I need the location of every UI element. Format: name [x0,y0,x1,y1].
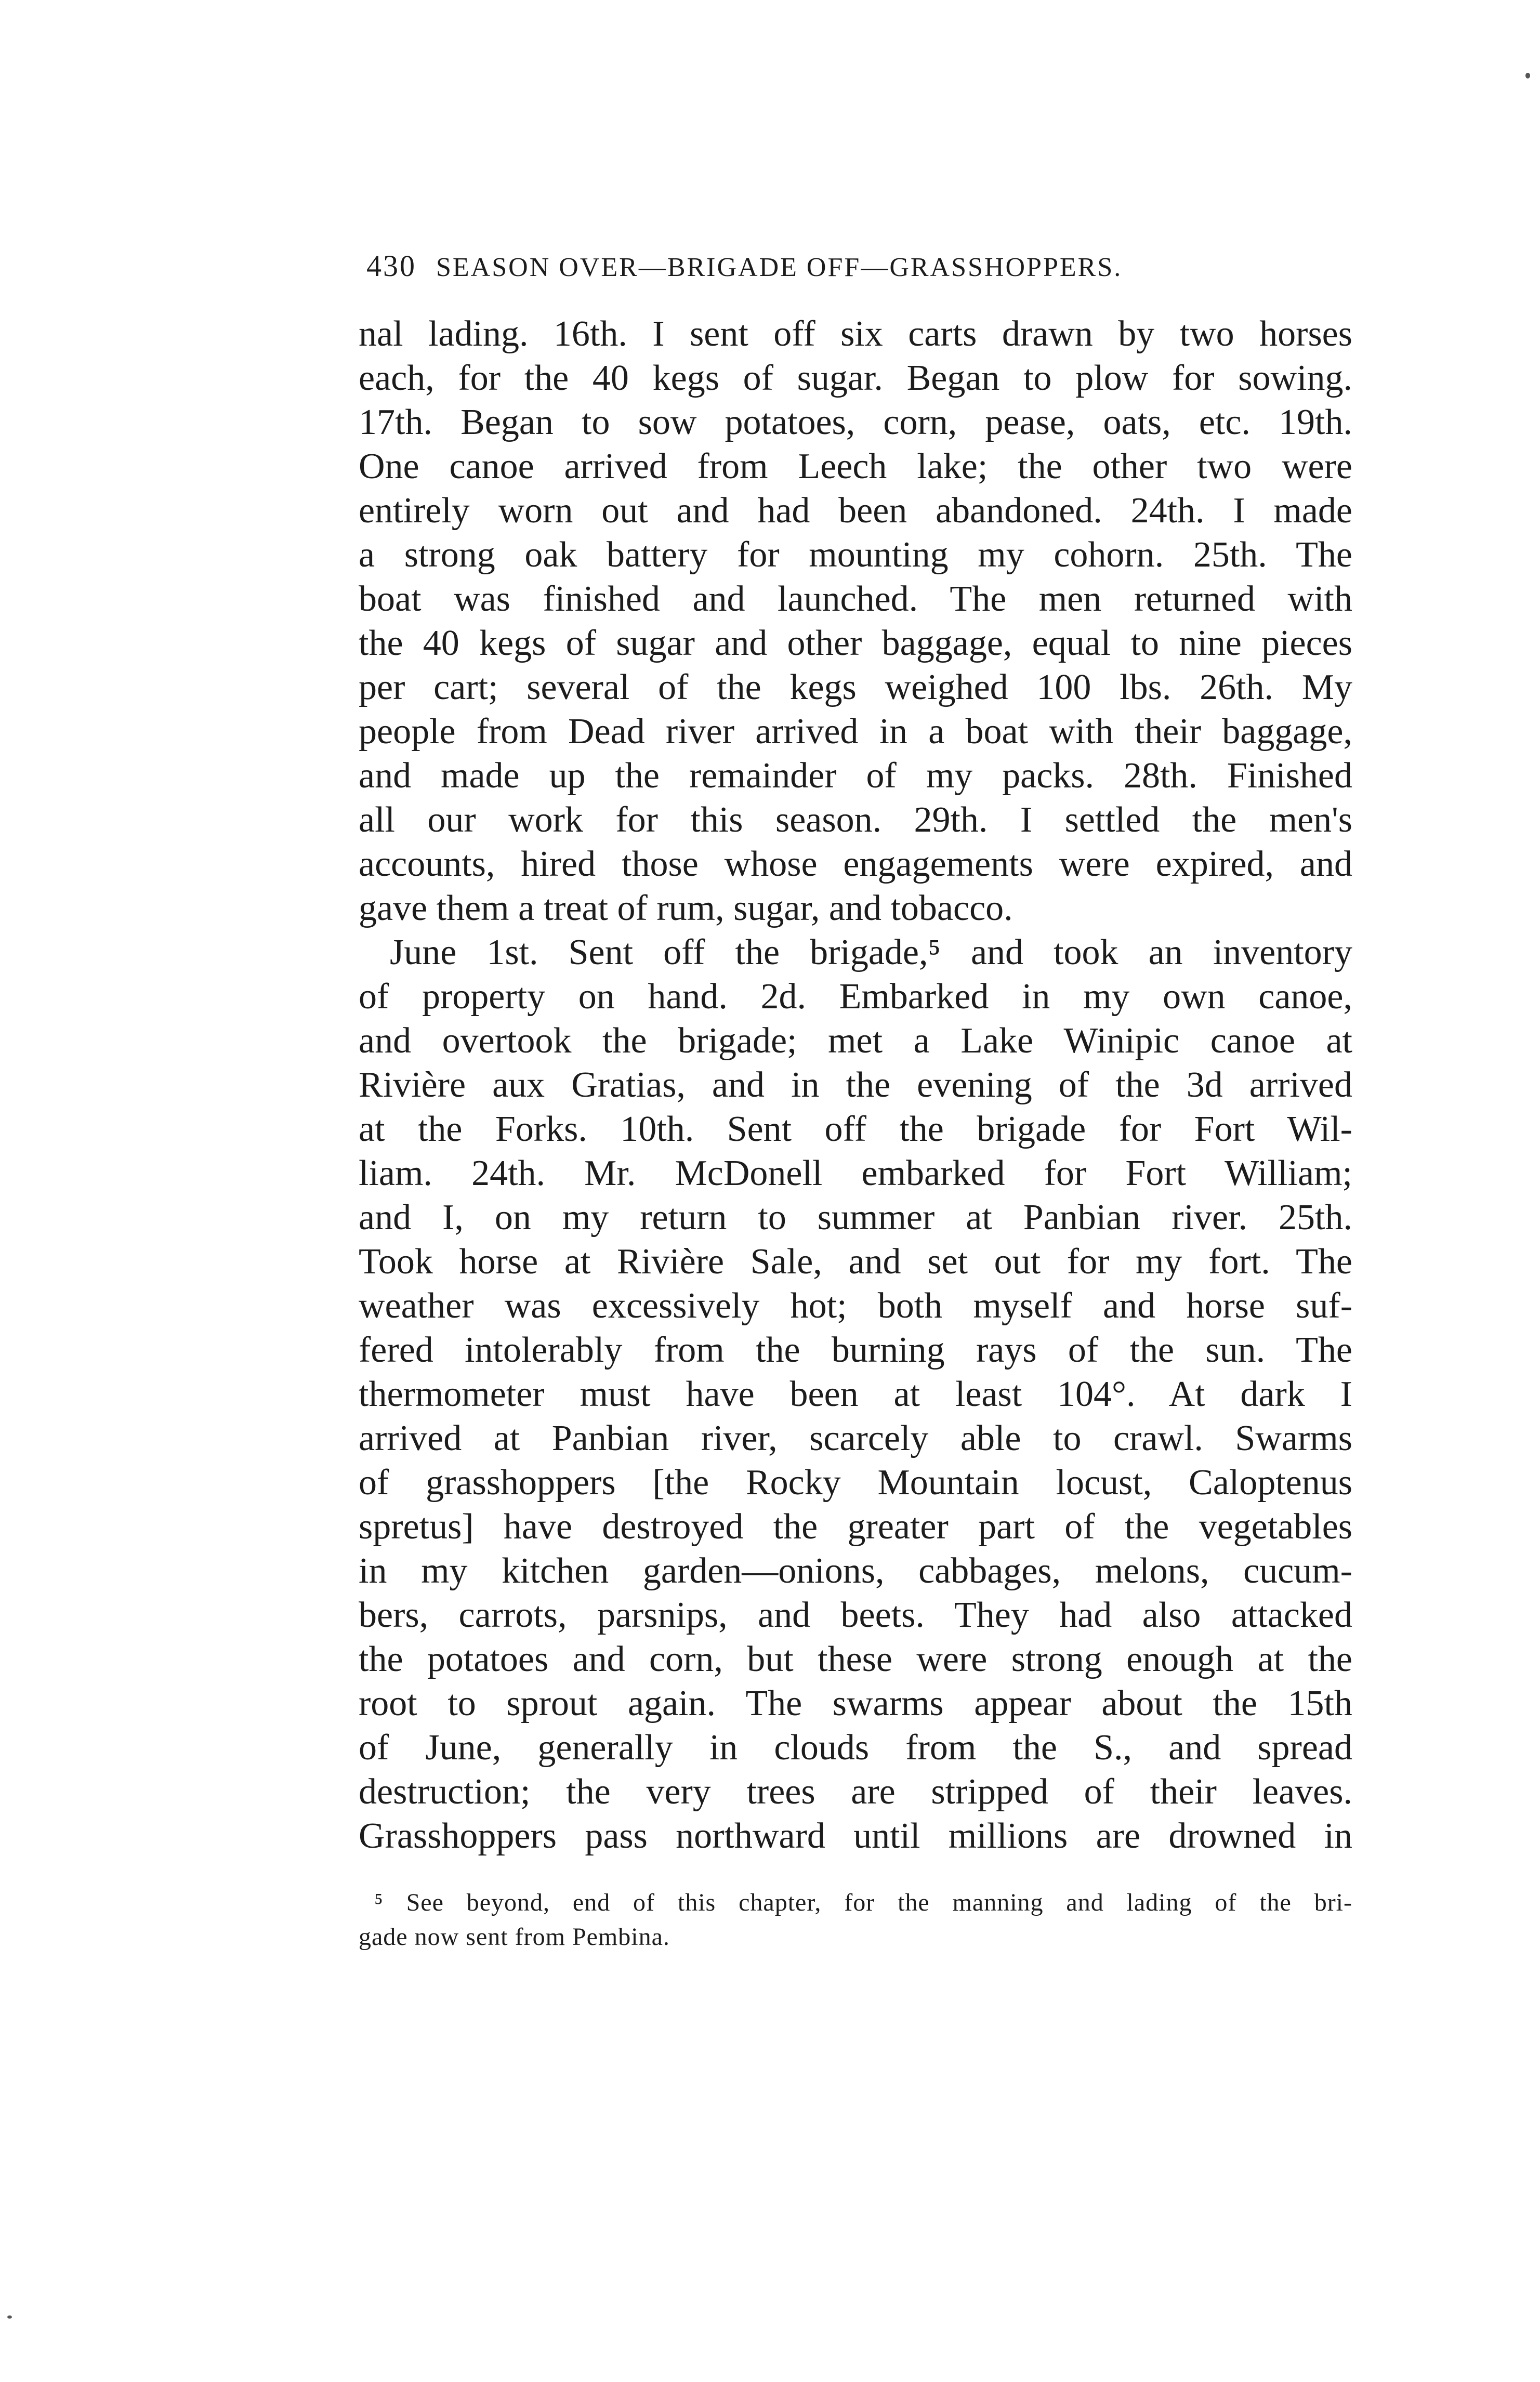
text-line: entirely worn out and had been abandoned. 24th. I made [359,491,1352,531]
text-line: each, for the 40 kegs of sugar. Began to plow for sowing. [359,358,1352,398]
running-title: SEASON OVER—BRIGADE OFF—GRASSHOPPERS. [436,253,1123,282]
page-number: 430 [366,249,416,283]
text-line: liam. 24th. Mr. McDonell embarked for Fort William; [359,1153,1352,1193]
text-line: spretus] have destroyed the greater part of the vegetables [359,1507,1352,1547]
text-line: per cart; several of the kegs weighed 100 lbs. 26th. My [359,667,1352,707]
text-line: June 1st. Sent off the brigade,⁵ and took an inventory [390,932,1352,972]
text-line: weather was excessively hot; both myself and horse suf- [359,1286,1352,1326]
scan-speck [7,2315,12,2319]
text-line: root to sprout again. The swarms appear about the 15th [359,1683,1352,1723]
text-line: arrived at Panbian river, scarcely able to crawl. Swarms [359,1418,1352,1458]
text-line: and I, on my return to summer at Panbian river. 25th. [359,1197,1352,1238]
text-line: accounts, hired those whose engagements were expired, and [359,844,1352,884]
scan-speck [1525,73,1530,78]
text-line: at the Forks. 10th. Sent off the brigade for Fort Wil- [359,1109,1352,1149]
text-line: the potatoes and corn, but these were strong enough at the [359,1639,1352,1679]
text-line: of June, generally in clouds from the S., and spread [359,1728,1352,1768]
text-line: Took horse at Rivière Sale, and set out for my fort. The [359,1242,1352,1282]
text-line: 17th. Began to sow potatoes, corn, pease, oats, etc. 19th. [359,402,1352,442]
text-line: the 40 kegs of sugar and other baggage, equal to nine pieces [359,623,1352,663]
text-line: and made up the remainder of my packs. 28th. Finished [359,756,1352,796]
text-line: destruction; the very trees are stripped of their leaves. [359,1772,1352,1812]
footnote [359,1886,1352,1954]
text-line: Rivière aux Gratias, and in the evening of the 3d arrived [359,1065,1352,1105]
text-line: of property on hand. 2d. Embarked in my own canoe, [359,977,1352,1017]
text-line: nal lading. 16th. I sent off six carts drawn by two horses [359,314,1352,354]
text-line: people from Dead river arrived in a boat with their baggage, [359,712,1352,752]
text-line: fered intolerably from the burning rays of the sun. The [359,1330,1352,1370]
text-line: gave them a treat of rum, sugar, and tobacco. [359,888,1013,928]
footnote-line: gade now sent from Pembina. [359,1923,670,1951]
text-line: One canoe arrived from Leech lake; the other two were [359,446,1352,486]
text-line: all our work for this season. 29th. I settled the men's [359,800,1352,840]
text-line: a strong oak battery for mounting my cohorn. 25th. The [359,535,1352,575]
text-line: Grasshoppers pass northward until millions are drowned in [359,1816,1352,1856]
body-text [359,312,1352,1858]
running-head [366,248,1354,283]
text-line: boat was finished and launched. The men returned with [359,579,1352,619]
text-line: thermometer must have been at least 104°. At dark I [359,1374,1352,1414]
text-line: in my kitchen garden—onions, cabbages, melons, cucum- [359,1551,1352,1591]
text-line: and overtook the brigade; met a Lake Winipic canoe at [359,1021,1352,1061]
footnote-line: ⁵ See beyond, end of this chapter, for the manning and lading of the bri- [374,1889,1352,1916]
text-line: bers, carrots, parsnips, and beets. They had also attacked [359,1595,1352,1635]
text-line: of grasshoppers [the Rocky Mountain locust, Caloptenus [359,1463,1352,1503]
